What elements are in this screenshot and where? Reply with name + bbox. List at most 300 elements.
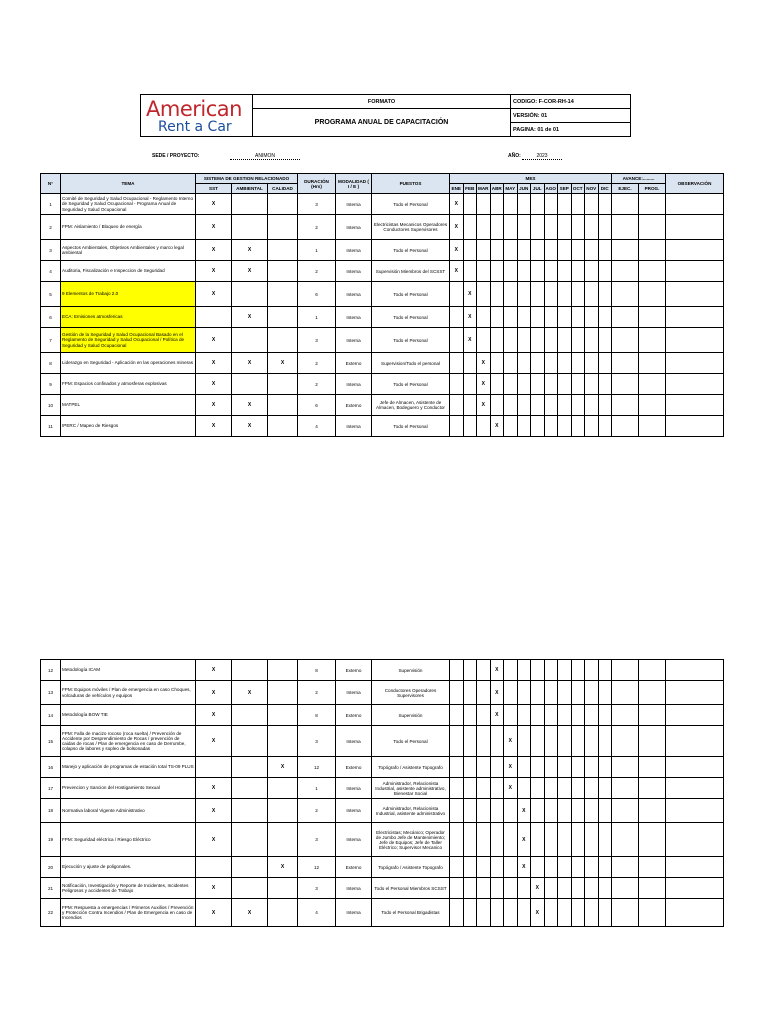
- month-cell-may: [504, 705, 518, 726]
- table-row: [41, 899, 724, 927]
- month-cell-oct: [571, 307, 585, 328]
- row-observacion: [666, 757, 724, 778]
- month-cell-may: [504, 395, 518, 416]
- row-observacion: [666, 282, 724, 307]
- month-cell-nov: [585, 395, 599, 416]
- row-ambiental: [232, 878, 268, 899]
- row-ejec: [612, 282, 639, 307]
- month-cell-jun: X: [517, 857, 531, 878]
- month-cell-feb: X: [463, 282, 477, 307]
- row-prog: [639, 757, 666, 778]
- col-modalidad: MODALIDAD ( I / E ): [336, 174, 372, 194]
- row-calidad: [268, 215, 298, 240]
- month-cell-abr: [490, 282, 504, 307]
- col-calidad: CALIDAD: [268, 184, 298, 194]
- month-cell-sep: [558, 823, 572, 857]
- row-puestos: Todo el Personal: [372, 240, 450, 261]
- month-cell-nov: [585, 799, 599, 823]
- formato-label: FORMATO: [253, 95, 511, 109]
- row-ejec: [612, 705, 639, 726]
- month-cell-mar: [477, 240, 491, 261]
- row-puestos: Jefe de Almacen, Asistente de Almacen, Bodeguero y Conductor: [372, 395, 450, 416]
- month-cell-feb: [463, 261, 477, 282]
- month-cell-sep: [558, 878, 572, 899]
- month-header-sep: SEP: [558, 184, 572, 194]
- table-row: [41, 681, 724, 705]
- month-cell-ago: [544, 282, 558, 307]
- month-cell-ago: [544, 240, 558, 261]
- month-cell-ago: [544, 307, 558, 328]
- row-prog: [639, 778, 666, 799]
- row-prog: [639, 307, 666, 328]
- month-header-ene: ENE: [450, 184, 464, 194]
- month-cell-dic: [598, 899, 612, 927]
- month-cell-jun: [517, 240, 531, 261]
- row-sst: X: [196, 194, 232, 215]
- month-cell-jun: [517, 395, 531, 416]
- month-cell-ene: [450, 705, 464, 726]
- sede-value: ANIMON: [230, 153, 300, 160]
- row-duracion: 1: [298, 240, 336, 261]
- month-header-oct: OCT: [571, 184, 585, 194]
- month-cell-oct: [571, 261, 585, 282]
- row-calidad: [268, 799, 298, 823]
- month-cell-may: [504, 899, 518, 927]
- month-cell-mar: X: [477, 395, 491, 416]
- row-number: 3: [41, 240, 61, 261]
- row-modalidad: Interna: [336, 823, 372, 857]
- month-cell-feb: [463, 726, 477, 757]
- row-prog: [639, 353, 666, 374]
- row-number: 14: [41, 705, 61, 726]
- row-ejec: [612, 194, 639, 215]
- row-duracion: 8: [298, 705, 336, 726]
- document-title: PROGRAMA ANUAL DE CAPACITACIÓN: [253, 109, 511, 137]
- row-sst: X: [196, 240, 232, 261]
- row-observacion: [666, 395, 724, 416]
- month-cell-abr: [490, 823, 504, 857]
- anio-value: 2023: [522, 153, 562, 160]
- row-number: 16: [41, 757, 61, 778]
- month-cell-ene: X: [450, 194, 464, 215]
- month-cell-ene: [450, 726, 464, 757]
- month-cell-ene: [450, 899, 464, 927]
- row-tema: ECA: Emisiones atmosfericas: [61, 307, 196, 328]
- month-cell-dic: [598, 857, 612, 878]
- month-cell-jul: [531, 757, 545, 778]
- row-calidad: [268, 194, 298, 215]
- row-calidad: [268, 416, 298, 437]
- month-header-jul: JUL: [531, 184, 545, 194]
- month-cell-dic: [598, 726, 612, 757]
- month-cell-feb: [463, 194, 477, 215]
- row-prog: [639, 857, 666, 878]
- row-puestos: Todo el Personal: [372, 374, 450, 395]
- row-modalidad: Interna: [336, 374, 372, 395]
- table-row: [41, 282, 724, 307]
- row-ambiental: X: [232, 353, 268, 374]
- table-row: [41, 726, 724, 757]
- row-sst: X: [196, 878, 232, 899]
- month-cell-mar: [477, 899, 491, 927]
- month-cell-ago: [544, 328, 558, 353]
- document-header: [140, 94, 631, 137]
- version: VERSIÓN: 01: [511, 109, 631, 123]
- row-number: 19: [41, 823, 61, 857]
- row-prog: [639, 261, 666, 282]
- month-cell-ago: [544, 395, 558, 416]
- month-cell-dic: [598, 705, 612, 726]
- row-number: 11: [41, 416, 61, 437]
- row-sst: [196, 757, 232, 778]
- month-cell-nov: [585, 878, 599, 899]
- month-cell-nov: [585, 660, 599, 681]
- row-sst: [196, 307, 232, 328]
- row-ambiental: [232, 194, 268, 215]
- row-duracion: 1: [298, 778, 336, 799]
- row-modalidad: Interna: [336, 899, 372, 927]
- row-ejec: [612, 353, 639, 374]
- month-cell-may: [504, 857, 518, 878]
- row-sst: X: [196, 353, 232, 374]
- row-observacion: [666, 681, 724, 705]
- month-cell-oct: [571, 416, 585, 437]
- month-cell-oct: [571, 328, 585, 353]
- col-ambiental: AMBIENTAL: [232, 184, 268, 194]
- table-row: [41, 353, 724, 374]
- month-cell-ene: [450, 799, 464, 823]
- table-row: [41, 660, 724, 681]
- month-cell-nov: [585, 282, 599, 307]
- month-cell-mar: [477, 215, 491, 240]
- row-sst: X: [196, 799, 232, 823]
- row-observacion: [666, 660, 724, 681]
- month-cell-ene: [450, 416, 464, 437]
- row-tema: Notificación, Investigación y Reporte de Incidentes, Incidentes Peligrosos y accidentes de Trabajo: [61, 878, 196, 899]
- month-cell-ago: [544, 778, 558, 799]
- row-number: 10: [41, 395, 61, 416]
- table-row: [41, 374, 724, 395]
- row-tema: Gestión de la Seguridad y Salud Ocupacional Basado en el Reglamento de Seguridad y Salud Ocupacional / Política de Seguridad y Salud Ocupacional: [61, 328, 196, 353]
- month-cell-ene: [450, 374, 464, 395]
- row-modalidad: Interna: [336, 778, 372, 799]
- month-cell-feb: [463, 878, 477, 899]
- month-cell-jul: [531, 353, 545, 374]
- row-duracion: 12: [298, 757, 336, 778]
- row-number: 18: [41, 799, 61, 823]
- month-cell-jun: [517, 726, 531, 757]
- row-prog: [639, 282, 666, 307]
- row-tema: FPM: Aislamiento / Bloqueo de energía: [61, 215, 196, 240]
- row-sst: X: [196, 215, 232, 240]
- month-cell-may: [504, 307, 518, 328]
- row-puestos: Todo el Personal: [372, 416, 450, 437]
- row-prog: [639, 374, 666, 395]
- row-modalidad: Interna: [336, 261, 372, 282]
- month-cell-jun: [517, 328, 531, 353]
- row-ambiental: [232, 282, 268, 307]
- month-cell-mar: [477, 705, 491, 726]
- row-ambiental: X: [232, 395, 268, 416]
- month-cell-ago: [544, 757, 558, 778]
- month-cell-oct: [571, 395, 585, 416]
- month-cell-oct: [571, 857, 585, 878]
- row-ejec: [612, 307, 639, 328]
- row-ambiental: [232, 726, 268, 757]
- row-number: 9: [41, 374, 61, 395]
- row-observacion: [666, 416, 724, 437]
- month-cell-ene: [450, 395, 464, 416]
- month-cell-nov: [585, 374, 599, 395]
- month-header-abr: ABR: [490, 184, 504, 194]
- month-cell-feb: [463, 799, 477, 823]
- month-cell-may: [504, 799, 518, 823]
- month-header-mar: MAR: [477, 184, 491, 194]
- month-cell-jun: X: [517, 799, 531, 823]
- table-row: [41, 328, 724, 353]
- row-ejec: [612, 261, 639, 282]
- row-ambiental: X: [232, 261, 268, 282]
- row-prog: [639, 660, 666, 681]
- row-modalidad: Externo: [336, 395, 372, 416]
- row-calidad: [268, 282, 298, 307]
- row-calidad: [268, 705, 298, 726]
- month-cell-feb: [463, 240, 477, 261]
- row-ejec: [612, 799, 639, 823]
- month-cell-jul: [531, 681, 545, 705]
- month-cell-sep: [558, 857, 572, 878]
- month-cell-feb: [463, 778, 477, 799]
- month-cell-jul: [531, 194, 545, 215]
- table-row: [41, 240, 724, 261]
- row-sst: X: [196, 395, 232, 416]
- month-cell-abr: [490, 857, 504, 878]
- table-row: [41, 757, 724, 778]
- row-number: 20: [41, 857, 61, 878]
- row-tema: Auditoria, Fiscalización e Inspeccion de Seguridad: [61, 261, 196, 282]
- row-tema: MATPEL: [61, 395, 196, 416]
- row-ejec: [612, 726, 639, 757]
- month-cell-feb: [463, 395, 477, 416]
- month-cell-jun: [517, 660, 531, 681]
- month-cell-jul: [531, 778, 545, 799]
- training-table-page1: [40, 173, 724, 437]
- row-duracion: 2: [298, 681, 336, 705]
- row-observacion: [666, 353, 724, 374]
- table-row: [41, 878, 724, 899]
- row-ambiental: [232, 823, 268, 857]
- month-cell-jun: X: [517, 823, 531, 857]
- row-calidad: [268, 328, 298, 353]
- month-cell-oct: [571, 374, 585, 395]
- month-cell-ago: [544, 823, 558, 857]
- row-calidad: [268, 878, 298, 899]
- month-cell-oct: [571, 878, 585, 899]
- row-observacion: [666, 328, 724, 353]
- row-observacion: [666, 240, 724, 261]
- table-row: [41, 395, 724, 416]
- row-duracion: 3: [298, 328, 336, 353]
- month-cell-ago: [544, 660, 558, 681]
- row-modalidad: Interna: [336, 878, 372, 899]
- anio-label: AÑO:: [508, 153, 521, 159]
- month-cell-jun: [517, 681, 531, 705]
- row-ambiental: [232, 757, 268, 778]
- table-row: [41, 307, 724, 328]
- row-ambiental: X: [232, 307, 268, 328]
- month-cell-ago: [544, 899, 558, 927]
- row-ejec: [612, 778, 639, 799]
- month-cell-nov: [585, 328, 599, 353]
- row-sst: X: [196, 374, 232, 395]
- month-cell-ago: [544, 416, 558, 437]
- col-mes: MES: [450, 174, 612, 184]
- row-modalidad: Interna: [336, 681, 372, 705]
- month-cell-may: X: [504, 726, 518, 757]
- row-puestos: Topógrafo / Asistente Topografo: [372, 757, 450, 778]
- month-cell-sep: [558, 395, 572, 416]
- row-puestos: Todo el Personal Brigadistas: [372, 899, 450, 927]
- row-ambiental: [232, 857, 268, 878]
- row-puestos: Electricistas Mecanicos Operadores Conductores Supervisores: [372, 215, 450, 240]
- row-duracion: 4: [298, 899, 336, 927]
- row-ejec: [612, 660, 639, 681]
- month-cell-mar: [477, 799, 491, 823]
- month-cell-ene: X: [450, 261, 464, 282]
- month-cell-dic: [598, 823, 612, 857]
- row-puestos: Supervisión: [372, 705, 450, 726]
- row-calidad: X: [268, 857, 298, 878]
- month-cell-may: [504, 681, 518, 705]
- month-cell-oct: [571, 353, 585, 374]
- row-ambiental: [232, 215, 268, 240]
- row-observacion: [666, 307, 724, 328]
- row-modalidad: Interna: [336, 240, 372, 261]
- row-puestos: Supervisión Miembros del SCSST: [372, 261, 450, 282]
- month-cell-may: [504, 660, 518, 681]
- month-cell-sep: [558, 261, 572, 282]
- row-tema: Manejo y aplicación de programas de estación total TS-09 PLUS: [61, 757, 196, 778]
- row-calidad: [268, 726, 298, 757]
- month-cell-ene: [450, 878, 464, 899]
- row-observacion: [666, 726, 724, 757]
- month-cell-dic: [598, 328, 612, 353]
- row-duracion: 4: [298, 416, 336, 437]
- row-calidad: X: [268, 757, 298, 778]
- month-cell-abr: X: [490, 705, 504, 726]
- row-puestos: Todo el Personal: [372, 726, 450, 757]
- row-modalidad: Interna: [336, 416, 372, 437]
- row-prog: [639, 681, 666, 705]
- row-ambiental: [232, 705, 268, 726]
- month-cell-mar: [477, 660, 491, 681]
- month-cell-sep: [558, 778, 572, 799]
- month-cell-abr: [490, 799, 504, 823]
- row-prog: [639, 416, 666, 437]
- month-cell-nov: [585, 726, 599, 757]
- row-ejec: [612, 328, 639, 353]
- row-tema: FPM: Seguridad eléctrica / Riesgo Eléctrico: [61, 823, 196, 857]
- month-cell-ene: X: [450, 240, 464, 261]
- row-puestos: Todo el Personal: [372, 282, 450, 307]
- col-observacion: OBSERVACIÓN: [666, 174, 724, 194]
- month-cell-jul: [531, 705, 545, 726]
- row-number: 4: [41, 261, 61, 282]
- month-cell-sep: [558, 726, 572, 757]
- month-cell-may: [504, 261, 518, 282]
- month-cell-nov: [585, 261, 599, 282]
- row-ejec: [612, 878, 639, 899]
- row-ejec: [612, 215, 639, 240]
- month-cell-may: [504, 353, 518, 374]
- month-cell-dic: [598, 799, 612, 823]
- month-cell-ene: [450, 307, 464, 328]
- month-cell-ene: [450, 778, 464, 799]
- month-cell-oct: [571, 899, 585, 927]
- row-calidad: [268, 395, 298, 416]
- month-cell-ene: [450, 328, 464, 353]
- month-cell-oct: [571, 726, 585, 757]
- col-sistema: SISTEMA DE GESTION RELACIONADO: [196, 174, 298, 184]
- month-cell-nov: [585, 353, 599, 374]
- row-number: 2: [41, 215, 61, 240]
- row-puestos: Todo el Personal: [372, 307, 450, 328]
- month-cell-sep: [558, 416, 572, 437]
- row-modalidad: Externo: [336, 705, 372, 726]
- month-cell-ene: [450, 857, 464, 878]
- month-cell-dic: [598, 681, 612, 705]
- row-puestos: Todo el Personal Miembros SCSST: [372, 878, 450, 899]
- row-modalidad: Interna: [336, 328, 372, 353]
- month-cell-oct: [571, 240, 585, 261]
- month-cell-nov: [585, 705, 599, 726]
- row-ejec: [612, 899, 639, 927]
- row-sst: X: [196, 328, 232, 353]
- row-calidad: [268, 899, 298, 927]
- row-calidad: [268, 240, 298, 261]
- col-sst: SST: [196, 184, 232, 194]
- month-cell-oct: [571, 799, 585, 823]
- month-cell-nov: [585, 307, 599, 328]
- table-row: [41, 705, 724, 726]
- row-modalidad: Externo: [336, 660, 372, 681]
- month-cell-feb: [463, 705, 477, 726]
- row-tema: Prevencion y Sancion del Hostigamiento Sexual: [61, 778, 196, 799]
- month-cell-mar: [477, 857, 491, 878]
- row-puestos: Supervision/Todo el personal: [372, 353, 450, 374]
- month-cell-may: [504, 240, 518, 261]
- row-ejec: [612, 857, 639, 878]
- month-cell-abr: [490, 878, 504, 899]
- month-cell-jun: [517, 757, 531, 778]
- row-ejec: [612, 395, 639, 416]
- row-tema: Ejecución y ajuste de poligonales.: [61, 857, 196, 878]
- month-cell-may: [504, 194, 518, 215]
- row-sst: X: [196, 660, 232, 681]
- row-tema: FPM: Respuesta a emergencias / Primeros Auxilios / Prevención y Protección Contra Incendios / Plan de Emergencia en caso de Incendios: [61, 899, 196, 927]
- month-cell-feb: X: [463, 328, 477, 353]
- row-modalidad: Externo: [336, 857, 372, 878]
- month-cell-dic: [598, 660, 612, 681]
- row-modalidad: Externo: [336, 353, 372, 374]
- month-cell-abr: [490, 395, 504, 416]
- row-puestos: Todo el Personal: [372, 194, 450, 215]
- month-cell-mar: [477, 681, 491, 705]
- row-puestos: Supervisión: [372, 660, 450, 681]
- row-tema: Comité de Seguridad y Salud Ocupacional - Reglamento Interno de Seguridad y Salud Ocupacional - Programa Anual de Seguridad y Salud Ocupacional: [61, 194, 196, 215]
- row-ambiental: [232, 328, 268, 353]
- month-cell-ago: [544, 726, 558, 757]
